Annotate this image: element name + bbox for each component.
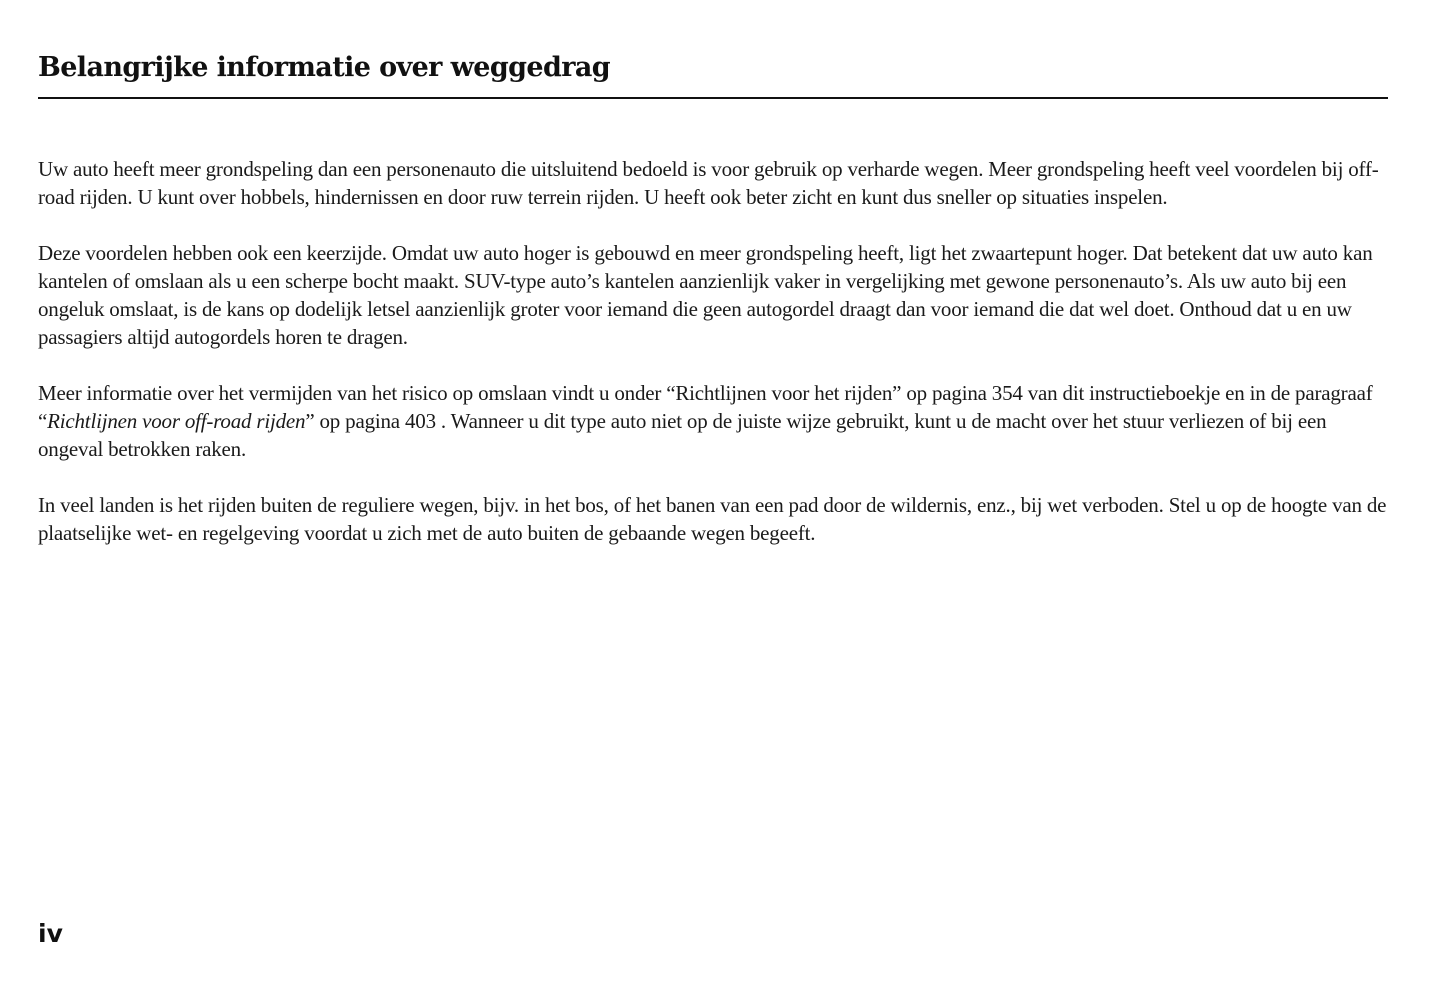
paragraph-rollover-risk: Deze voordelen hebben ook een keerzijde. Omdat uw auto hoger is gebouwd en meer grondspeling heeft, ligt het zwaartepunt hoger. Dat betekent dat uw auto kan kantelen of omslaan als u een scherpe bocht maakt. SUV-type auto’s kantelen aanzienlijk vaker in vergelijking met gewone personenauto’s. Als uw auto bij een ongeluk omslaat, is de kans op dodelijk letsel aanzienlijk groter voor iemand die geen autogordel draagt dan voor iemand die dat wel doet. Onthoud dat u en uw passagiers altijd autogordels horen te dragen. — [38, 241, 1373, 349]
paragraph-more-info — [38, 379, 1392, 463]
body-text — [38, 155, 1392, 575]
offroad-guidelines-reference: Richtlijnen voor off-road rijden — [47, 409, 306, 433]
paragraph-ground-clearance: Uw auto heeft meer grondspeling dan een personenauto die uitsluitend bedoeld is voor gebruik op verharde wegen. Meer grondspeling heeft veel voordelen bij off-road rijden. U kunt over hobbels, hindernissen en door ruw terrein rijden. U heeft ook beter zicht en kunt dus sneller op situaties inspelen. — [38, 157, 1379, 209]
title-divider — [38, 97, 1388, 99]
page-title: Belangrijke informatie over weggedrag — [38, 52, 611, 83]
paragraph-offroad-law: In veel landen is het rijden buiten de reguliere wegen, bijv. in het bos, of het banen van een pad door de wildernis, enz., bij wet verboden. Stel u op de hoogte van de plaatselijke wet- en regelgeving voordat u zich met de auto buiten de gebaande wegen begeeft. — [38, 493, 1387, 545]
page-number: iv — [38, 919, 63, 948]
paragraph-more-info-text-1: Meer informatie over het vermijden van het risico op omslaan vindt u onder “Richtlijnen voor het rijden” op pagina 354 van dit instructieboekje en in de paragraaf “ — [38, 381, 1373, 433]
paragraph-more-info-text-2: ” op pagina 403 . Wanneer u dit type auto niet op de juiste wijze gebruikt, kunt u de macht over het stuur verliezen of bij een ongeval betrokken raken. — [38, 409, 1327, 461]
